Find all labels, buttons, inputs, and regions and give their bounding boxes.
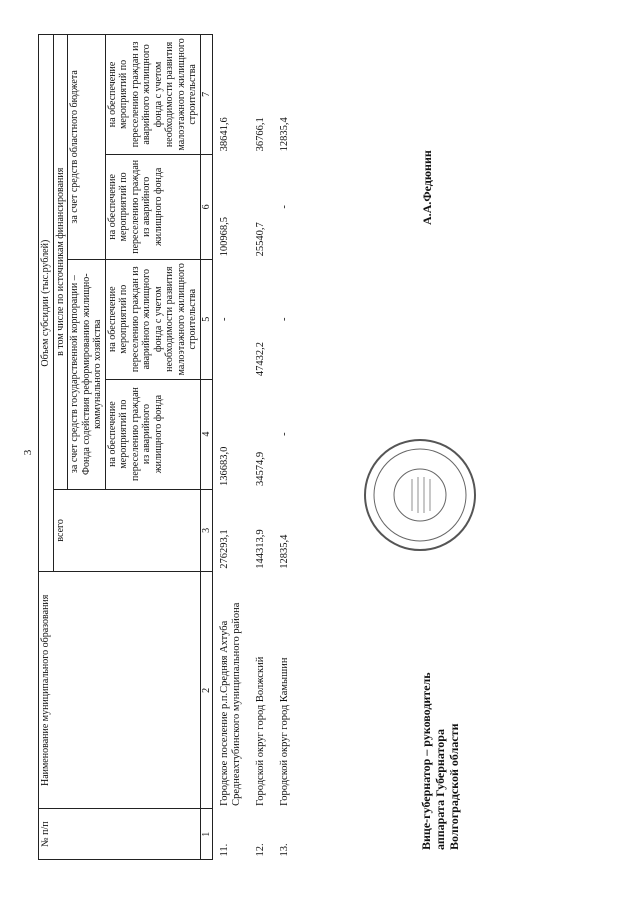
header-total: всего xyxy=(53,489,200,572)
row-no: 12. xyxy=(255,843,267,857)
row-c7: 38641,6 xyxy=(219,117,230,152)
col-num-7: 7 xyxy=(200,35,213,155)
row-c5: 47432,2 xyxy=(255,341,267,377)
official-stamp xyxy=(360,435,480,555)
signer-name: А.А.Федюнин xyxy=(420,150,434,225)
row-total: 144313,9 xyxy=(255,529,267,569)
header-no: № п/п xyxy=(39,809,201,860)
row-c6: 100968,5 xyxy=(219,216,230,257)
header-sub-a: на обеспечение мероприятий по переселению граждан из аварийного жилищного фонда xyxy=(105,379,200,489)
header-volume: Объем субсидии (тыс.рублей) xyxy=(39,35,54,572)
header-name: Наименование муниципального образования xyxy=(39,572,201,809)
header-sub-c: на обеспечение мероприятий по переселению граждан из аварийного жилищного фонда xyxy=(105,154,200,259)
row-name: Городской округ город Волжский xyxy=(255,656,267,806)
row-no: 11. xyxy=(219,843,230,857)
table-row xyxy=(213,35,250,860)
row-c4: 136683,0 xyxy=(219,446,230,487)
row-c4: 34574,9 xyxy=(255,451,267,487)
signer-title-2: аппарата Губернатора xyxy=(432,729,447,850)
header-sub-b: на обеспечение мероприятий по переселению граждан из аварийного жилищного фонда с учетом необходимости развития малоэтажного жилищного строительства xyxy=(105,259,200,379)
col-num-1: 1 xyxy=(200,809,213,860)
row-name: Городское поселение р.п.Средняя Ахтуба Среднеахтубинского муниципального района xyxy=(219,602,243,806)
row-no: 13. xyxy=(279,843,291,857)
signer-title-3: Волгоградской области xyxy=(446,723,461,850)
row-total: 276293,1 xyxy=(219,529,230,569)
page-number: 3 xyxy=(22,449,34,456)
table-row xyxy=(249,35,273,860)
row-c5: - xyxy=(219,317,230,321)
signer-title-1: Вице-губернатор – руководитель xyxy=(419,672,433,850)
col-num-4: 4 xyxy=(200,379,213,489)
header-fund: за счет средств государственной корпорации – Фонда содействия реформированию жилищно-коммунального хозяйства xyxy=(68,259,106,489)
row-c4: - xyxy=(279,432,291,436)
col-num-5: 5 xyxy=(200,259,213,379)
row-c7: 12835,4 xyxy=(279,117,291,152)
header-region: за счет средств областного бюджета xyxy=(68,35,106,260)
row-c7: 36766,1 xyxy=(255,117,267,152)
col-num-3: 3 xyxy=(200,489,213,572)
col-num-6: 6 xyxy=(200,154,213,259)
row-total: 12835,4 xyxy=(279,534,291,569)
subsidy-table xyxy=(38,34,297,860)
signature-block xyxy=(420,672,461,850)
row-name: Городской округ город Камышин xyxy=(279,657,291,806)
header-incl: в том числе по источникам финансирования xyxy=(53,35,68,490)
header-sub-d: на обеспечение мероприятий по переселению граждан из аварийного жилищного фонда с учетом необходимости развития малоэтажного жилищного строительства xyxy=(105,35,200,155)
row-c6: - xyxy=(279,205,291,209)
table-row xyxy=(273,35,297,860)
col-num-2: 2 xyxy=(200,572,213,809)
row-c6: 25540,7 xyxy=(255,222,267,257)
row-c5: - xyxy=(279,317,291,321)
